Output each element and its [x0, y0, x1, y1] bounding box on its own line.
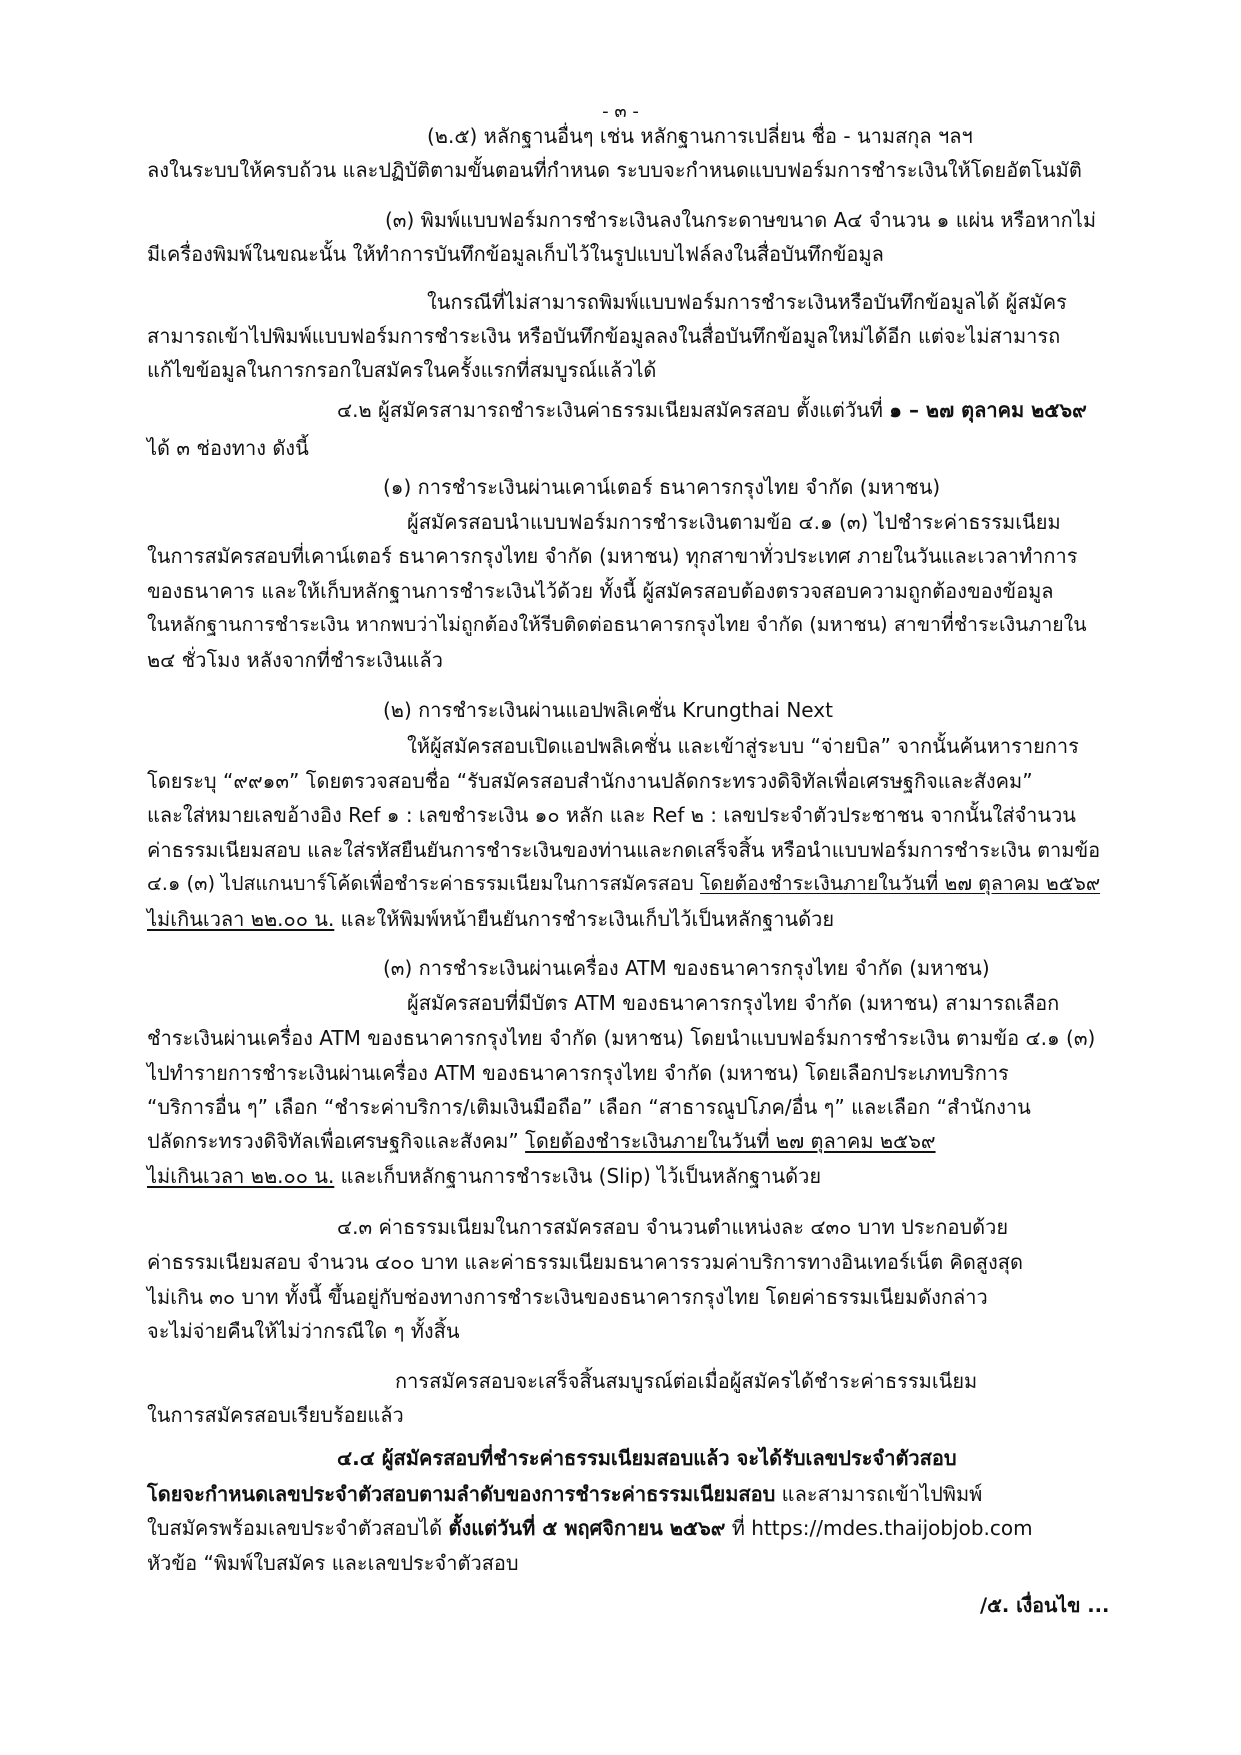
text-line: ในกรณีที่ไม่สามารถพิมพ์แบบฟอร์มการชำระเงินหรือบันทึกข้อมูลได้ ผู้สมัคร — [427, 290, 1067, 314]
text-line: ได้ ๓ ช่องทาง ดังนี้ — [147, 436, 309, 460]
underlined-deadline-time: ไม่เกินเวลา ๒๒.๐๐ น. — [147, 1164, 335, 1188]
text-line: ลงในระบบให้ครบถ้วน และปฏิบัติตามขั้นตอนที่กำหนด ระบบจะกำหนดแบบฟอร์มการชำระเงินให้โดยอัตโนมัติ — [147, 158, 1082, 182]
bold-paragraph-heading: ๔.๔ ผู้สมัครสอบที่ชำระค่าธรรมเนียมสอบแล้ว จะได้รับเลขประจำตัวสอบ — [337, 1446, 957, 1470]
text-line: จะไม่จ่ายคืนให้ไม่ว่ากรณีใด ๆ ทั้งสิ้น — [147, 1319, 460, 1343]
text-line: ไปทำรายการชำระเงินผ่านเครื่อง ATM ของธนาคารกรุงไทย จำกัด (มหาชน) โดยเลือกประเภทบริการ — [147, 1061, 1009, 1085]
text-line: การสมัครสอบจะเสร็จสิ้นสมบูรณ์ต่อเมื่อผู้สมัครได้ชำระค่าธรรมเนียม — [395, 1369, 978, 1393]
text-line: ๔.๓ ค่าธรรมเนียมในการสมัครสอบ จำนวนตำแหน่งละ ๔๓๐ บาท ประกอบด้วย — [337, 1215, 1009, 1239]
text-line — [147, 904, 834, 934]
text-line: มีเครื่องพิมพ์ในขณะนั้น ให้ทำการบันทึกข้อมูลเก็บไว้ในรูปแบบไฟล์ลงในสื่อบันทึกข้อมูล — [147, 242, 884, 266]
website-url: ที่ https://mdes.thaijobjob.com — [725, 1516, 1033, 1540]
text-line: หัวข้อ “พิมพ์ใบสมัคร และเลขประจำตัวสอบ — [147, 1551, 519, 1575]
text-line: โดยระบุ “๙๙๑๓” โดยตรวจสอบชื่อ “รับสมัครสอบสำนักงานปลัดกระทรวงดิจิทัลเพื่อเศรษฐกิจและสังคม” — [147, 769, 1033, 793]
text-segment: และเก็บหลักฐานการชำระเงิน (Slip) ไว้เป็นหลักฐานด้วย — [334, 1164, 822, 1188]
section-heading: (๓) การชำระเงินผ่านเครื่อง ATM ของธนาคารกรุงไทย จำกัด (มหาชน) — [383, 956, 990, 980]
text-line: และใส่หมายเลขอ้างอิง Ref ๑ : เลขชำระเงิน ๑๐ หลัก และ Ref ๒ : เลขประจำตัวประชาชน จากนั้นใส่จำนวน — [147, 803, 1076, 827]
text-segment: ปลัดกระทรวงดิจิทัลเพื่อเศรษฐกิจและสังคม” — [147, 1129, 526, 1153]
text-line: (๒.๕) หลักฐานอื่นๆ เช่น หลักฐานการเปลี่ยน ชื่อ - นามสกุล ฯลฯ — [427, 124, 973, 148]
text-line: ผู้สมัครสอบนำแบบฟอร์มการชำระเงินตามข้อ ๔.๑ (๓) ไปชำระค่าธรรมเนียม — [407, 510, 1061, 534]
text-line: ในหลักฐานการชำระเงิน หากพบว่าไม่ถูกต้องให้รีบติดต่อธนาคารกรุงไทย จำกัด (มหาชน) สาขาที่ชำระเงินภายใน — [147, 613, 1087, 636]
underlined-deadline: โดยต้องชำระเงินภายในวันที่ ๒๗ ตุลาคม ๒๕๖๙ — [525, 1129, 936, 1153]
text-line: ผู้สมัครสอบที่มีบัตร ATM ของธนาคารกรุงไทย จำกัด (มหาชน) สามารถเลือก — [407, 991, 1060, 1015]
text-segment: ๔.๑ (๓) ไปสแกนบาร์โค้ดเพื่อชำระค่าธรรมเนียมในการสมัครสอบ — [147, 872, 700, 895]
section-heading: (๑) การชำระเงินผ่านเคาน์เตอร์ ธนาคารกรุงไทย จำกัด (มหาชน) — [383, 475, 941, 499]
text-line: สามารถเข้าไปพิมพ์แบบฟอร์มการชำระเงิน หรือบันทึกข้อมูลลงในสื่อบันทึกข้อมูลใหม่ได้อีก แต่จะไม่สามารถ — [147, 324, 1061, 348]
text-line: ไม่เกิน ๓๐ บาท ทั้งนี้ ขึ้นอยู่กับช่องทางการชำระเงินของธนาคารกรุงไทย โดยค่าธรรมเนียมดังกล่าว — [147, 1285, 988, 1309]
text-line — [147, 869, 1100, 899]
text-line: ชำระเงินผ่านเครื่อง ATM ของธนาคารกรุงไทย จำกัด (มหาชน) โดยนำแบบฟอร์มการชำระเงิน ตามข้อ ๔.๑ (๓) — [147, 1026, 1096, 1050]
text-line — [337, 395, 1087, 425]
text-line: (๓) พิมพ์แบบฟอร์มการชำระเงินลงในกระดาษขนาด A๔ จำนวน ๑ แผ่น หรือหากไม่ — [385, 208, 1097, 232]
text-segment: และให้พิมพ์หน้ายืนยันการชำระเงินเก็บไว้เป็นหลักฐานด้วย — [334, 907, 835, 931]
text-line: ค่าธรรมเนียมสอบ จำนวน ๔๐๐ บาท และค่าธรรมเนียมธนาคารรวมค่าบริการทางอินเทอร์เน็ต คิดสูงสุด — [147, 1250, 1023, 1274]
text-segment: และสามารถเข้าไปพิมพ์ — [775, 1482, 983, 1506]
text-segment: ใบสมัครพร้อมเลขประจำตัวสอบได้ — [147, 1516, 449, 1540]
bold-text-segment: โดยจะกำหนดเลขประจำตัวสอบตามลำดับของการชำระค่าธรรมเนียมสอบ — [147, 1482, 776, 1506]
bold-date: ตั้งแต่วันที่ ๕ พฤศจิกายน ๒๕๖๙ — [448, 1516, 726, 1540]
text-line: ในการสมัครสอบที่เคาน์เตอร์ ธนาคารกรุงไทย จำกัด (มหาชน) ทุกสาขาทั่วประเทศ ภายในวันและเวลาทำการ — [147, 544, 1078, 568]
text-line: ๒๔ ชั่วโมง หลังจากที่ชำระเงินแล้ว — [147, 648, 443, 672]
text-segment: ๔.๒ ผู้สมัครสามารถชำระเงินค่าธรรมเนียมสมัครสอบ ตั้งแต่วันที่ — [337, 398, 890, 422]
bold-date-range: ๑ – ๒๗ ตุลาคม ๒๕๖๙ — [889, 398, 1087, 422]
text-line: ในการสมัครสอบเรียบร้อยแล้ว — [147, 1403, 404, 1427]
text-line: แก้ไขข้อมูลในการกรอกใบสมัครในครั้งแรกที่สมบูรณ์แล้วได้ — [147, 358, 657, 382]
underlined-deadline: โดยต้องชำระเงินภายในวันที่ ๒๗ ตุลาคม ๒๕๖๙ — [699, 872, 1101, 895]
section-heading: (๒) การชำระเงินผ่านแอปพลิเคชั่น Krungthai Next — [383, 698, 833, 722]
text-line — [147, 1479, 982, 1509]
text-line — [147, 1161, 821, 1191]
text-line — [147, 1126, 936, 1156]
text-line: ของธนาคาร และให้เก็บหลักฐานการชำระเงินไว้ด้วย ทั้งนี้ ผู้สมัครสอบต้องตรวจสอบความถูกต้องของข้อมูล — [147, 579, 1054, 603]
continuation-marker: /๕. เงื่อนไข ... — [980, 1594, 1110, 1617]
underlined-deadline-time: ไม่เกินเวลา ๒๒.๐๐ น. — [147, 907, 335, 931]
text-line: ค่าธรรมเนียมสอบ และใส่รหัสยืนยันการชำระเงินของท่านและกดเสร็จสิ้น หรือนำแบบฟอร์มการชำระเงิน ตามข้อ — [147, 838, 1101, 862]
text-line: ให้ผู้สมัครสอบเปิดแอปพลิเคชั่น และเข้าสู่ระบบ “จ่ายบิล” จากนั้นค้นหารายการ — [407, 734, 1079, 758]
text-line — [147, 1513, 1033, 1543]
text-line: “บริการอื่น ๆ” เลือก “ชำระค่าบริการ/เติมเงินมือถือ” เลือก “สาธารณูปโภค/อื่น ๆ” และเลือก “สำนักงาน — [147, 1095, 1031, 1119]
page-number: - ๓ - — [602, 101, 639, 122]
